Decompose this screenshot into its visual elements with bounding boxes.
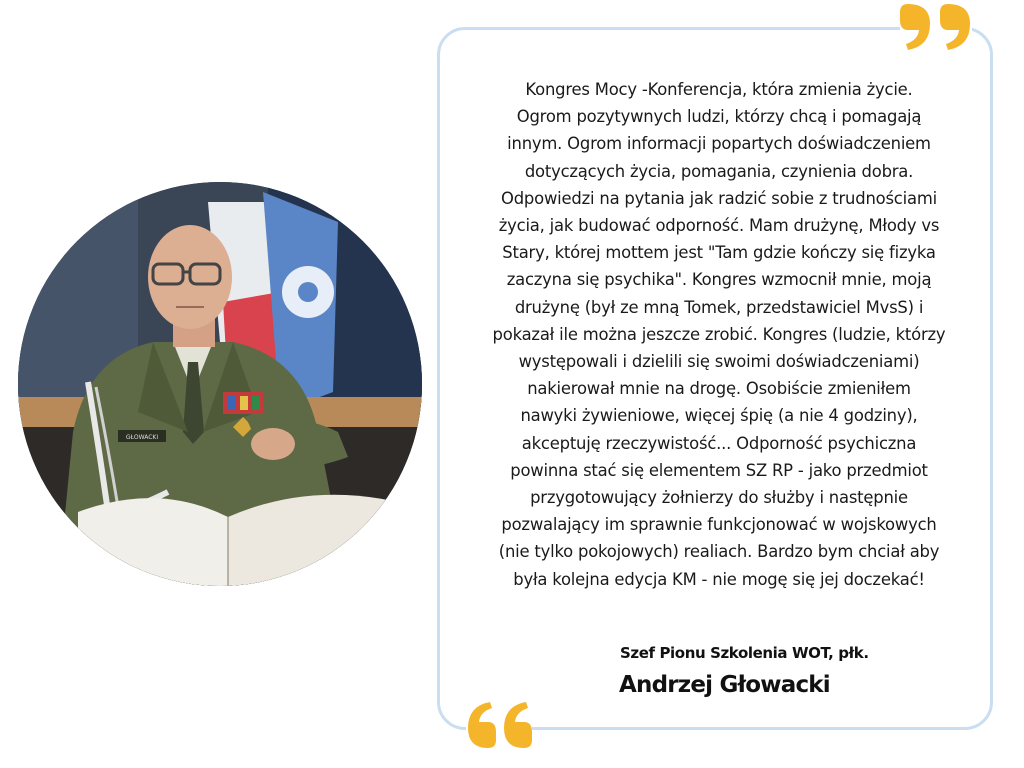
quote-line: zaczyna się psychika". Kongres wzmocnił mnie, moją	[506, 270, 932, 290]
name-tag-text: GŁOWACKI	[125, 434, 159, 441]
portrait-illustration	[18, 182, 422, 586]
quote-line: występowali i dzielili się swoimi doświadczeniami)	[518, 352, 920, 372]
quote-line: dotyczących życia, pomagania, czynienia dobra.	[524, 161, 914, 181]
quote-line: życia, jak budować odporność. Mam drużynę, Młody vs	[498, 216, 940, 236]
quote-line: Odpowiedzi na pytania jak radzić sobie z trudnościami	[501, 188, 937, 208]
quote-line: pozwalający im sprawnie funkcjonować w wojskowych	[501, 515, 937, 535]
quote-line: nawyki żywieniowe, więcej śpię (a nie 4 godziny),	[520, 406, 918, 426]
quote-line: drużynę (był ze mną Tomek, przedstawiciel MvsS) i	[514, 297, 924, 317]
quote-line: była kolejna edycja KM - nie mogę się jej doczekać!	[513, 569, 925, 589]
quote-close-icon	[466, 700, 532, 750]
author-portrait	[18, 182, 422, 586]
quote-line: akceptuję rzeczywistość... Odporność psychiczna	[521, 433, 917, 453]
quote-line: przygotowujący żołnierzy do służby i następnie	[530, 488, 908, 508]
quote-line: pokazał ile można jeszcze zrobić. Kongres (ludzie, którzy	[492, 324, 946, 344]
quote-line: innym. Ogrom informacji popartych doświadczeniem	[507, 134, 931, 154]
author-role: Szef Pionu Szkolenia WOT, płk.	[620, 644, 869, 662]
quote-line: (nie tylko pokojowych) realiach. Bardzo bym chciał aby	[498, 542, 940, 562]
quote-line: Ogrom pozytywnych ludzi, którzy chcą i pomagają	[516, 107, 922, 127]
author-name: Andrzej Głowacki	[619, 672, 830, 698]
testimonial-quote	[461, 76, 977, 593]
quote-line: powinna stać się elementem SZ RP - jako przedmiot	[510, 460, 928, 480]
quote-line: nakierował mnie na drogę. Osobiście zmieniłem	[527, 379, 911, 399]
quote-open-icon	[900, 2, 972, 52]
quote-line: Stary, której mottem jest "Tam gdzie kończy się fizyka	[502, 243, 936, 263]
quote-line: Kongres Mocy -Konferencja, która zmienia życie.	[525, 80, 913, 99]
